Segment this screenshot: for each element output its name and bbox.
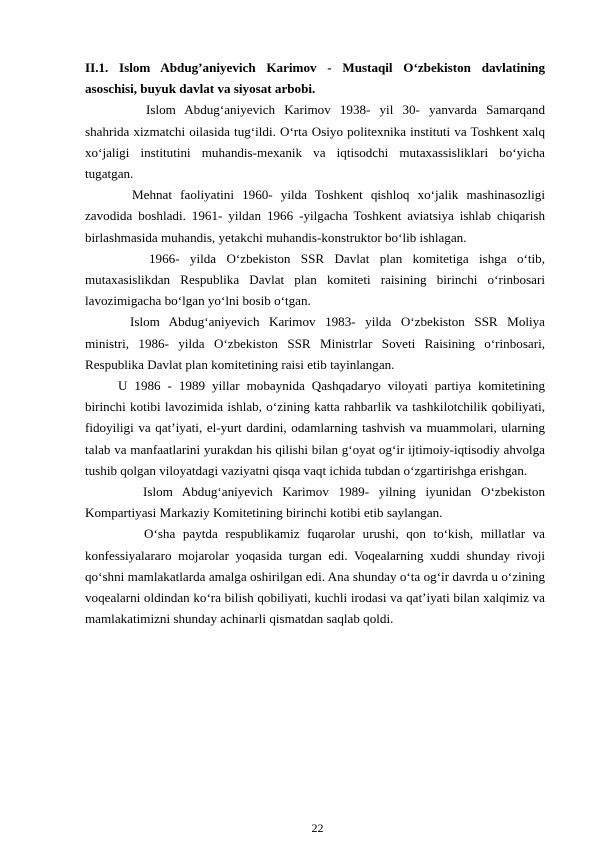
paragraph-minister: Islom Abdug‘aniyevich Karimov 1983- yilda O‘zbekiston SSR Moliya ministri, 1986- yilda O‘zbekiston SSR Ministrlar Soveti Raisining o‘rinbosari, Respublika Davlat plan komitetining raisi etib tayinlangan. bbox=[85, 314, 545, 372]
paragraph-state-plan: 1966- yilda O‘zbekiston SSR Davlat plan komitetiga ishga o‘tib, mutaxasislikdan Respublika Davlat plan komiteti raisining birinchi o‘rinbosari lavozimigacha bo‘lgan yo‘lni bosib o‘tgan. bbox=[85, 250, 545, 309]
paragraph-crisis: O‘sha paytda respublikamiz fuqarolar urushi, qon to‘kish, millatlar va konfessiyalararo mojarolar yoqasida turgan edi. Voqealarning xuddi shunday rivoji qo‘shni mamlakatlarda amalga oshirilgan edi. Ana shunday o‘ta og‘ir davrda u o‘zining voqealarni oldindan ko‘ra bilish qobiliyati, kuchli irodasi va qat’iyati bilan xalqimiz va mamlakatimizni shunday achinarli qismatdan saqlab qoldi. bbox=[85, 526, 545, 627]
page-number: 22 bbox=[311, 821, 324, 835]
paragraph-birth: Islom Abdug‘aniyevich Karimov 1938- yil 30- yanvarda Samarqand shahrida xizmatchi oilasida tug‘ildi. O‘rta Osiyo politexnika instituti va Toshkent xalq xo‘jaligi institutini muhandis-mexanik va iqtisodchi mutaxassisliklari bo‘yicha tugatgan. bbox=[85, 102, 545, 182]
document-body bbox=[85, 57, 545, 629]
paragraph-qashqadaryo: U 1986 - 1989 yillar mobaynida Qashqadaryo viloyati partiya komitetining birinchi kotibi lavozimida ishlab, o‘zining katta rahbarlik va tashkilotchilik qobiliyati, fidoyiligi va qat’iyati, el-yurt dardini, odamlarning tashvish va muammolari, ularning talab va manfaatlarini yurakdan his qilishi bilan g‘oyat og‘ir ijtimoiy-iqtisodiy ahvolga tushib qolgan viloyatdagi vaziyatni qisqa vaqt ichida tubdan o‘zgartirishga erishgan. bbox=[85, 378, 545, 478]
section-heading: II.1. Islom Abdug’aniyevich Karimov - Mustaqil O‘zbekiston davlatining asoschisi, buyuk davlat va siyosat arbobi. bbox=[85, 60, 545, 97]
paragraph-early-career: Mehnat faoliyatini 1960- yilda Toshkent qishloq xo‘jalik mashinasozligi zavodida boshladi. 1961- yildan 1966 -yilgacha Toshkent aviatsiya ishlab chiqarish birlashmasida muhandis, yetakchi muhandis-konstruktor bo‘lib ishlagan. bbox=[85, 187, 545, 245]
paragraph-first-secretary: Islom Abdug‘aniyevich Karimov 1989- yilning iyunidan O‘zbekiston Kompartiyasi Markaziy Komitetining birinchi kotibi etib saylangan. bbox=[85, 484, 545, 521]
